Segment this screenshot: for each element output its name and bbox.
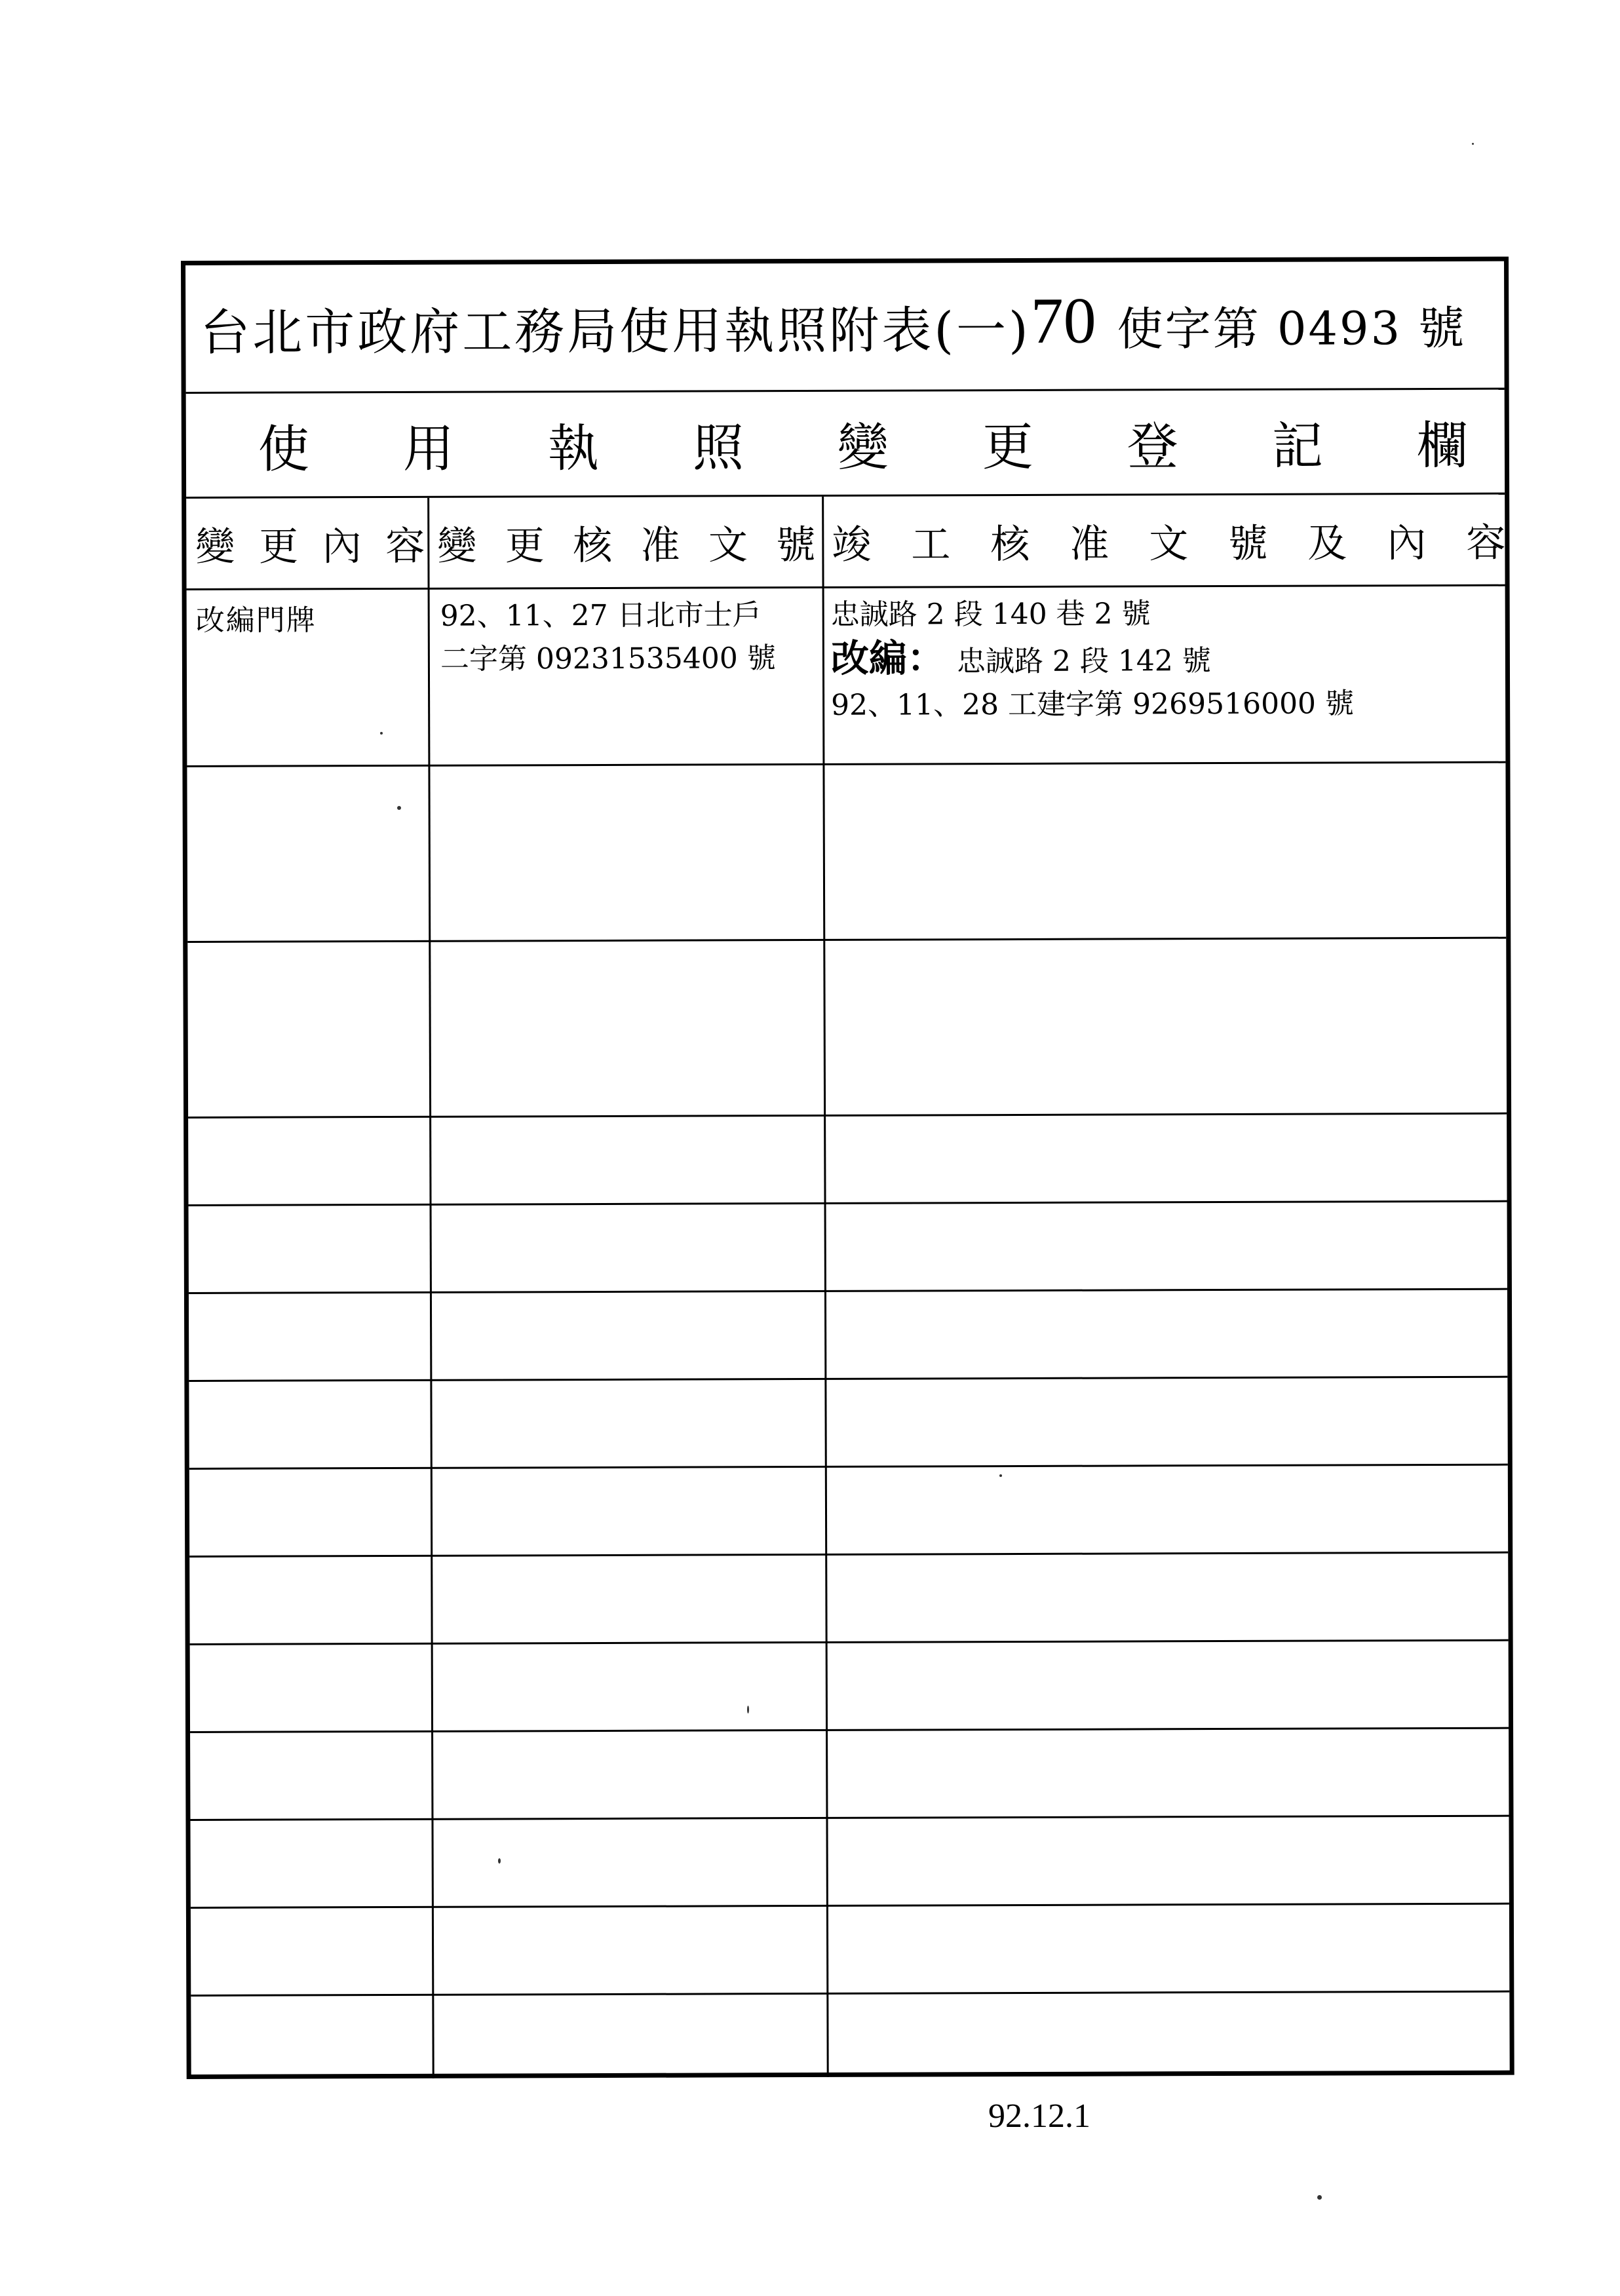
section-char: 變 — [837, 418, 889, 478]
approval-line: 二字第 09231535400 號 — [440, 641, 776, 676]
cell-completion-doc — [824, 586, 1511, 763]
permit-attachment-form — [181, 257, 1514, 2079]
scan-speck — [498, 1858, 501, 1864]
table-row — [187, 763, 1506, 943]
table-row — [189, 1554, 1508, 1645]
approval-line: 92、11、27 日北市士戶 — [440, 598, 762, 633]
table-header-row — [186, 495, 1505, 590]
section-heading — [186, 390, 1505, 499]
section-char: 欄 — [1416, 416, 1468, 476]
form-title-number: 70 — [1030, 284, 1096, 357]
section-char: 使 — [258, 419, 310, 480]
footer-date: 92.12.1 — [988, 2097, 1090, 2135]
scan-speck — [380, 732, 383, 735]
completion-line: 92、11、28 工建字第 9269516000 號 — [831, 687, 1355, 722]
header-completion-doc: 竣 工 核 准 文 號 及 內 容 — [832, 520, 1506, 568]
section-char: 用 — [402, 419, 455, 479]
header-approval-doc-no: 變 更 核 准 文 號 — [437, 522, 816, 569]
renumber-label: 改編： — [830, 636, 946, 681]
table-row — [191, 1905, 1509, 1997]
section-char: 照 — [692, 418, 744, 478]
table-row — [189, 1378, 1507, 1470]
section-char: 記 — [1271, 417, 1323, 476]
completion-line: 改編： 忠誠路 2 段 142 號 — [830, 636, 1211, 681]
table-row — [187, 939, 1507, 1119]
section-char: 執 — [547, 419, 600, 478]
table-row — [190, 1817, 1509, 1909]
scan-speck — [999, 1474, 1002, 1477]
table-row — [190, 1641, 1509, 1733]
scan-speck — [1317, 2195, 1322, 2200]
completion-line: 忠誠路 2 段 140 巷 2 號 — [830, 597, 1151, 632]
form-title — [185, 261, 1505, 394]
cell-approval-doc — [430, 588, 823, 765]
section-char: 登 — [1127, 417, 1178, 476]
table-row — [191, 1993, 1509, 2075]
scan-speck — [397, 806, 401, 810]
form-title-main: 台北市政府工務局使用執照附表(一) — [200, 300, 1031, 362]
cell-change-content: 改編門牌 — [195, 603, 317, 638]
table-row — [189, 1290, 1507, 1382]
header-change-content: 變 更 內 容 — [195, 523, 425, 570]
scan-speck — [1472, 143, 1474, 145]
scan-speck — [747, 1706, 749, 1713]
section-char: 更 — [982, 417, 1033, 477]
table-row — [187, 586, 1506, 767]
table-row — [189, 1202, 1507, 1294]
change-register-table — [186, 495, 1510, 2079]
table-row — [189, 1466, 1508, 1558]
table-row — [188, 1115, 1507, 1206]
table-row — [190, 1729, 1509, 1821]
form-title-permit-no: 使字第 0493 號 — [1117, 301, 1467, 356]
